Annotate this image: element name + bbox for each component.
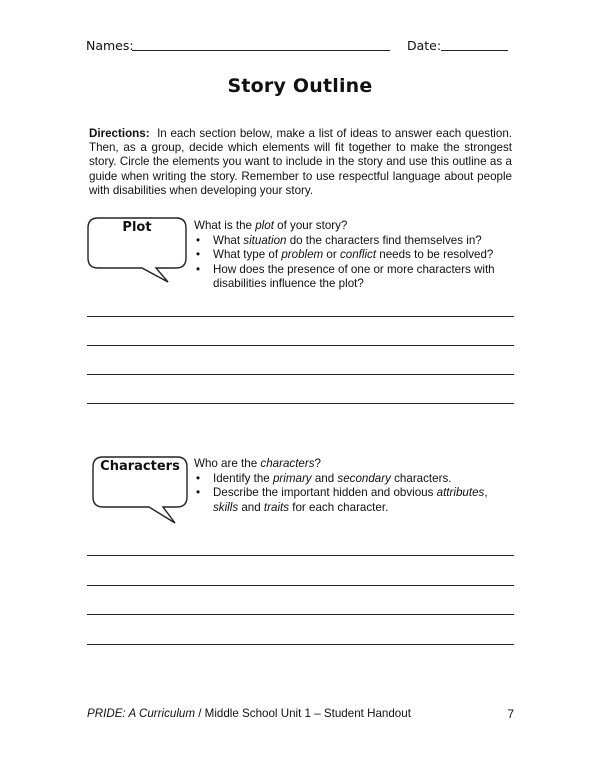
plot-bubble-label: Plot (122, 220, 152, 235)
characters-questions (194, 457, 514, 515)
list-item: • What situation do the characters find themselves in? (196, 233, 482, 247)
characters-writing-line-1[interactable] (87, 555, 514, 556)
plot-writing-line-1[interactable] (87, 316, 514, 317)
page-title: Story Outline (227, 75, 373, 97)
characters-bubble-label: Characters (100, 459, 180, 474)
footer-citation (87, 707, 411, 720)
plot-writing-line-4[interactable] (87, 403, 514, 404)
characters-bullet-list (194, 472, 514, 516)
plot-question: What is the plot of your story? (194, 219, 348, 232)
list-item: • Describe the important hidden and obvious attributes, skills and traits for each character. (196, 486, 488, 514)
directions-label: Directions: (89, 127, 150, 140)
plot-writing-line-3[interactable] (87, 374, 514, 375)
list-item: • How does the presence of one or more characters with disabilities influence the plot? (196, 262, 495, 290)
footer-italic: PRIDE: A Curriculum (87, 707, 196, 720)
directions-text: In each section below, make a list of ideas to answer each question. Then, as a group, decide which elements will fit together to make the strongest story. Circle the elements you want to include in the story and use this outline as a guide when writing the story. Remember to use respectful language about people with disabilities when developing your story. (89, 127, 512, 197)
characters-writing-line-2[interactable] (87, 585, 514, 586)
names-field[interactable] (132, 50, 390, 51)
footer-plain: / Middle School Unit 1 – Student Handout (195, 707, 411, 720)
list-item: • What type of problem or conflict needs to be resolved? (196, 248, 494, 261)
list-item: • Identify the primary and secondary characters. (196, 471, 452, 485)
directions-paragraph (89, 127, 512, 198)
page-number: 7 (507, 707, 514, 721)
date-field[interactable] (441, 50, 508, 51)
date-label: Date: (407, 38, 442, 53)
characters-writing-line-3[interactable] (87, 614, 514, 615)
plot-questions (194, 219, 514, 292)
plot-writing-line-2[interactable] (87, 345, 514, 346)
characters-question: Who are the characters? (194, 457, 321, 470)
names-label: Names: (86, 38, 134, 53)
plot-bullet-list (194, 234, 514, 292)
characters-writing-line-4[interactable] (87, 644, 514, 645)
